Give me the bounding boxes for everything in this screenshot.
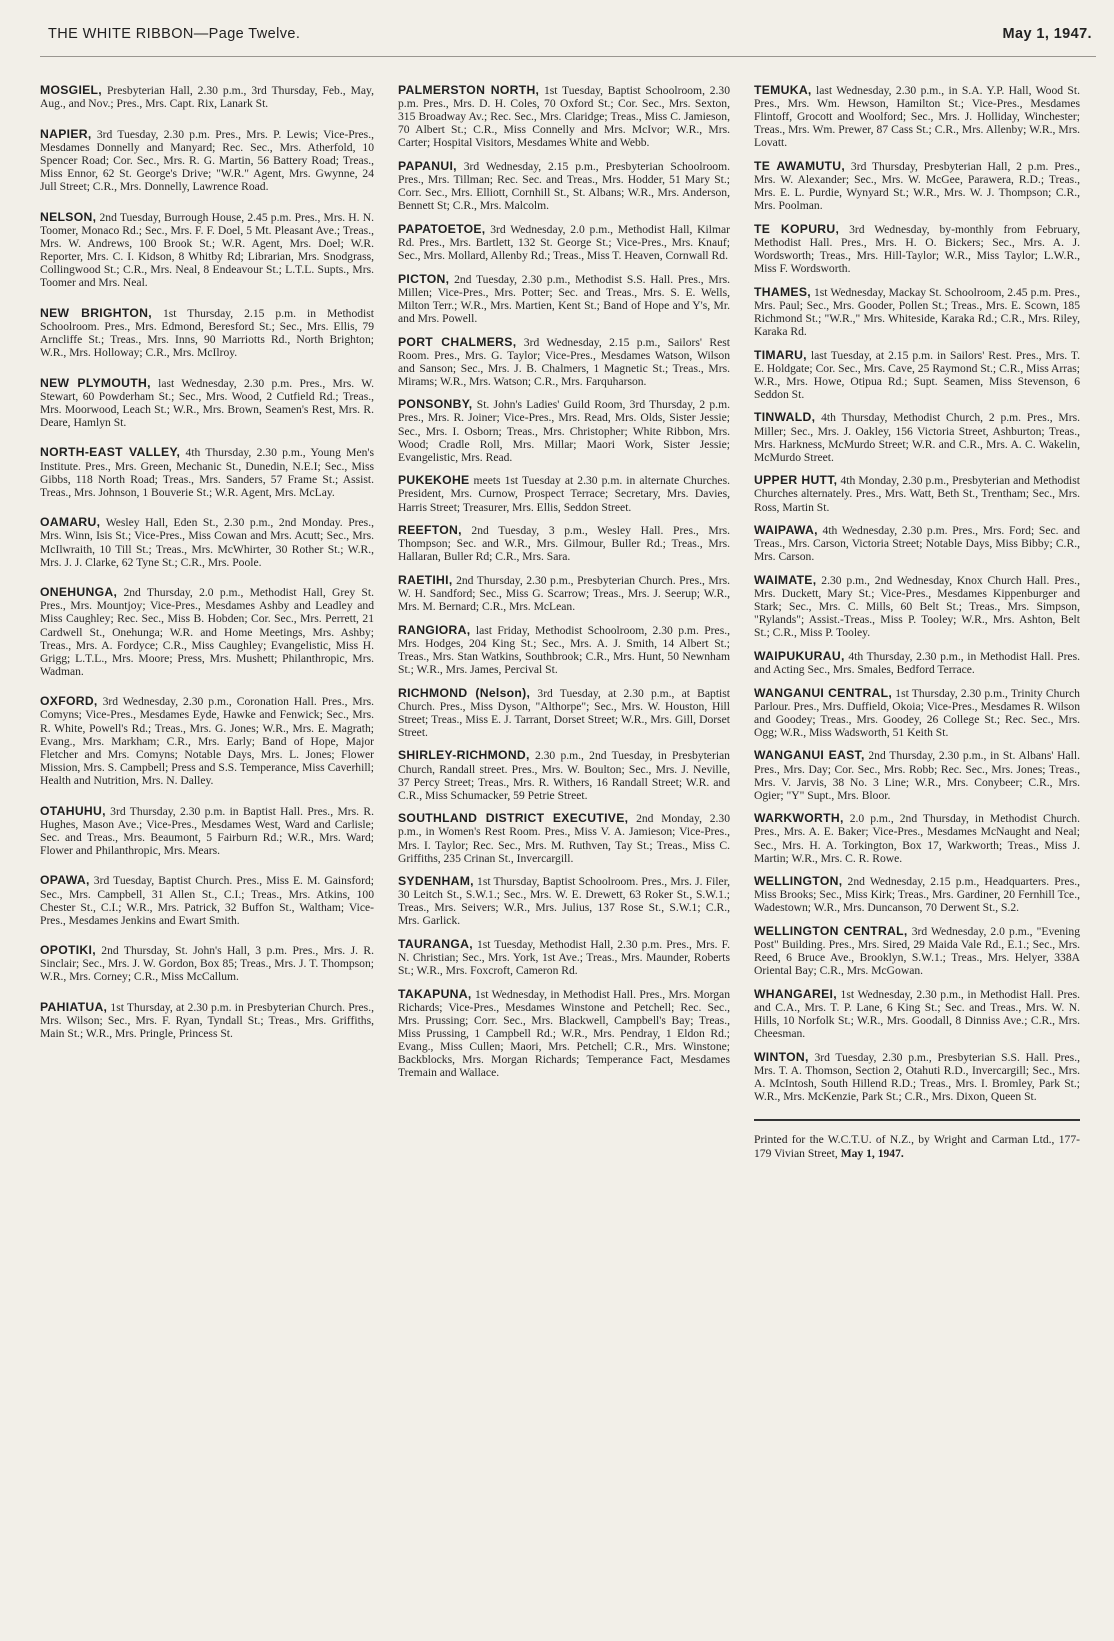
branch-details: 3rd Thursday, 2.30 p.m. in Baptist Hall. Pres., Mrs. R. Hughes, Mason Ave.; Vice-Pres., Mesdames West, Ward and Carlisle; Sec. and Treas., Mrs. Beaumont, 5 Fairburn Rd.; W.R., Mrs. Ward; Flower and Philanthropic, Mrs. Mears. bbox=[40, 804, 374, 857]
branch-entry bbox=[398, 336, 730, 388]
branch-entry bbox=[754, 749, 1080, 801]
branch-name: PICTON, bbox=[398, 271, 450, 286]
branch-name: PALMERSTON NORTH, bbox=[398, 83, 540, 97]
branch-details: last Friday, Methodist Schoolroom, 2.30 p.m. Pres., Mrs. Hodges, 204 King St.; Sec., Mrs. A. J. Smith, 14 Albert St.; Treas., Mrs. Stan Watkins, Southbrook; C.R., Mrs. Hunt, 50 Newnham St.; W.R., Mrs. James, Percival St. bbox=[398, 623, 730, 676]
branch-entry bbox=[40, 211, 374, 290]
imprint-date: May 1, 1947. bbox=[840, 1146, 904, 1160]
branch-name: PAPATOETOE, bbox=[398, 221, 486, 236]
branch-details: 3rd Tuesday, 2.30 p.m. Pres., Mrs. P. Lewis; Vice-Pres., Mesdames Donnelly and Manyard; Rec. Sec., Mrs. Atherfold, 10 Spencer Road; Cor. Sec., Mrs. R. G. Martin, 56 Battery Road; Treas., Miss Ennor, 62 St. George's Drive; "W.R." Agent, Mrs. Gwynne, 24 Jull Street; C.R., Mrs. Donnelly, Lawrence Road. bbox=[40, 127, 374, 194]
branch-name: TAKAPUNA, bbox=[398, 986, 472, 1001]
branch-name: TE AWAMUTU, bbox=[754, 158, 846, 173]
branch-name: NEW BRIGHTON, bbox=[40, 305, 152, 320]
branch-name: WAIPUKURAU, bbox=[754, 648, 845, 663]
branch-entry bbox=[754, 411, 1080, 463]
branch-name: OPOTIKI, bbox=[40, 943, 96, 958]
branch-entry bbox=[40, 446, 374, 498]
footer-rule bbox=[754, 1119, 1080, 1121]
branch-details: 3rd Wednesday, 2.0 p.m., "Evening Post" Building. Pres., Mrs. Sired, 29 Maida Vale Rd., E.1.; Sec., Mrs. Reed, 6 Bruce Ave., Brooklyn, S.W.1.; Treas., Mrs. Helyer, 338A Oriental Bay; C.R., Mrs. McGowan. bbox=[754, 924, 1081, 978]
branch-details: Wesley Hall, Eden St., 2.30 p.m., 2nd Monday. Pres., Mrs. Winn, Isis St.; Vice-Pres., Miss Cowan and Mrs. Acutt; Sec., Mrs. McIlwraith, 10 Till St.; Treas., Mrs. McWhirter, 30 Rother St.; W.R., Mrs. J. J. Clarke, 62 Tyne St.; C.R., Mrs. Poole. bbox=[40, 516, 374, 569]
branch-entry bbox=[40, 128, 374, 193]
branch-name: SHIRLEY-RICHMOND, bbox=[398, 748, 530, 763]
branch-details: 2nd Tuesday, 3 p.m., Wesley Hall. Pres., Mrs. Thompson; Sec. and W.R., Mrs. Gilmour, Buller Rd.; Treas., Mrs. Hallaran, Buller Rd; C.R., Mrs. Sara. bbox=[398, 524, 730, 564]
branch-entry bbox=[40, 516, 374, 568]
branch-details: 1st Thursday, 2.15 p.m. in Methodist Schoolroom. Pres., Mrs. Edmond, Beresford St.; Sec., Mrs. Ellis, 79 Arncliffe St.; Treas., Mrs. Inns, 90 Marriotts Rd., North Brighton; W.R., Mrs. Holloway; C.R., Mrs. McIlroy. bbox=[40, 306, 375, 359]
branch-name: WHANGAREI, bbox=[754, 986, 837, 1001]
branch-details: 2.30 p.m., 2nd Tuesday, in Presbyterian Church, Randall street. Pres., Mrs. W. Boulton; Sec., Mrs. J. Neville, 37 Percy Street; Treas., Mrs. R. Withers, 16 Randall Street; W.R. and C.R., Miss Schumacker, 59 Petrie Street. bbox=[398, 749, 730, 802]
branch-name: WINTON, bbox=[754, 1049, 809, 1064]
branch-entry bbox=[398, 624, 730, 676]
branch-entry bbox=[398, 223, 730, 262]
branch-details: 2nd Tuesday, 2.30 p.m., Methodist S.S. Hall. Pres., Mrs. Millen; Vice-Pres., Mrs. Potter; Sec. and Treas., Mrs. S. E. Wells, Milton Terr.; W.R., Mrs. Martien, Kent St.; Band of Hope and Y's, Mr. and Mrs. Powell. bbox=[398, 272, 730, 325]
branch-name: TAURANGA, bbox=[398, 937, 473, 952]
branch-entry bbox=[754, 988, 1080, 1040]
branch-entry bbox=[398, 812, 730, 864]
header-title: THE WHITE RIBBON—Page Twelve. bbox=[48, 26, 301, 42]
branch-name: WAIPAWA, bbox=[754, 523, 818, 538]
branch-name: TINWALD, bbox=[754, 410, 816, 425]
branch-details: 1st Tuesday, Methodist Hall, 2.30 p.m. Pres., Mrs. F. N. Christian; Sec., Mrs. York, 1st Ave.; Treas., Mrs. Maunder, Roberts St.; W.R., Mrs. Foxcroft, Cameron Rd. bbox=[398, 938, 731, 978]
branch-name: NORTH-EAST VALLEY, bbox=[40, 445, 181, 460]
branch-details: 1st Thursday, at 2.30 p.m. in Presbyterian Church. Pres., Mrs. Wilson; Sec., Mrs. F. Ryan, Tyndall St.; Treas., Mrs. Griffiths, Main St.; W.R., Mrs. Pringle, Princess St. bbox=[40, 1001, 374, 1041]
branch-name: OTAHUHU, bbox=[40, 803, 106, 818]
branch-details: 2nd Thursday, St. John's Hall, 3 p.m. Pres., Mrs. J. R. Sinclair; Sec., Mrs. J. W. Gordon, Box 85; Treas., Mrs. J. T. Thompson; W.R., Mrs. Corney; C.R., Miss McCallum. bbox=[40, 944, 374, 984]
branch-details: 4th Thursday, Methodist Church, 2 p.m. Pres., Mrs. Miller; Sec., Mrs. J. Oakley, 156 Victoria Street, Ashburton; Treas., Mrs. Harkness, McMurdo Street; W.R. and C.R., Mrs. A. C. Wakelin, McMurdo Street. bbox=[754, 411, 1080, 464]
branch-details: 3rd Tuesday, 2.30 p.m., Presbyterian S.S. Hall. Pres., Mrs. T. A. Thomson, Section 2, Otahuti R.D., Invercargill; Sec., Mrs. A. McIntosh, South Hillend R.D.; Treas., Mrs. I. Bromley, Park St.; W.R., Mrs. McKenzie, Park St.; C.R., Mrs. Dixon, Queen St. bbox=[754, 1050, 1080, 1103]
page-header bbox=[48, 26, 1092, 52]
branch-name: WANGANUI EAST, bbox=[754, 748, 865, 763]
branch-entry bbox=[754, 875, 1080, 914]
header-date: May 1, 1947. bbox=[1002, 26, 1092, 42]
branch-name: RAETIHI, bbox=[398, 572, 453, 587]
branch-name: TEMUKA, bbox=[754, 83, 812, 97]
branch-entry bbox=[754, 286, 1080, 338]
branch-name: OAMARU, bbox=[40, 515, 101, 530]
branch-entry bbox=[754, 349, 1080, 401]
branch-name: ONEHUNGA, bbox=[40, 585, 118, 600]
branch-entry bbox=[40, 377, 374, 429]
branch-name: MOSGIEL, bbox=[40, 83, 102, 97]
branch-details: 4th Thursday, 2.30 p.m., Young Men's Institute. Pres., Mrs. Green, Mechanic St., Dunedin, N.E.I; Sec., Miss Gibbs, 118 North Road; Treas., Mrs. Sanders, 57 Frame St.; Assist. Treas., Mrs. Johnson, 1 Bouverie St.; W.R. Agent, Mrs. McLay. bbox=[40, 446, 374, 499]
branch-details: 3rd Wednesday, 2.15 p.m., Presbyterian Schoolroom. Pres., Mrs. Tillman; Rec. Sec. and Treas., Mrs. Hodder, 51 Mary St.; Corr. Sec., Mrs. Elliott, Cornhill St., St. Albans; W.R., Mrs. Anderson, Bennett St; C.R., Mrs. Malcolm. bbox=[398, 159, 730, 213]
branch-details: last Wednesday, 2.30 p.m., in S.A. Y.P. Hall, Wood St. Pres., Mrs. Wm. Hewson, Hamilton St.; Vice-Pres., Mesdames Flintoff, Grocott and Woolford; Sec., Mrs. J. Holliday, Winchester; Treas., Mrs. Wm. Prewer, 87 Cass St.; C.R., Mrs. Allenby; W.R., Mrs. Lovatt. bbox=[754, 84, 1080, 150]
branch-details: 3rd Tuesday, at 2.30 p.m., at Baptist Church. Pres., Miss Dyson, "Althorpe"; Sec., Mrs. W. Houston, Hill Street; Treas., Miss E. J. Tarrant, Dorset Street; W.R., Mrs. Gill, Dorset Street. bbox=[398, 686, 730, 739]
branch-entry bbox=[754, 925, 1080, 977]
branch-name: SOUTHLAND DISTRICT EXECUTIVE, bbox=[398, 811, 629, 826]
branch-details: 3rd Wednesday, 2.30 p.m., Coronation Hall. Pres., Mrs. Comyns; Vice-Pres., Mesdames Eyde, Hawke and Fenwick; Sec., Mrs. R. White, Powell's Rd.; Treas., Mrs. G. Jones; W.R., Mrs. E. Magrath; Evang., Mrs. Markham; C.R., Mrs. Early; Band of Hope, Major Fletcher and Mrs. Comyns; Notable Days, Mrs. L. Jones; Flower Mission, Mrs. S. Campbell; Press and S.S. Temperance, Miss Caverhill; Health and Nutrition, Mrs. N. Dalley. bbox=[40, 695, 375, 787]
branch-name: WELLINGTON, bbox=[754, 874, 843, 889]
branch-name: UPPER HUTT, bbox=[754, 473, 838, 488]
branch-name: SYDENHAM, bbox=[398, 874, 474, 889]
branch-name: OPAWA, bbox=[40, 873, 90, 888]
branch-details: St. John's Ladies' Guild Room, 3rd Thursday, 2 p.m. Pres., Mrs. R. Joiner; Vice-Pres., Mrs. Read, Mrs. Olds, Sister Jessie; Sec., Mrs. I. Osborn; Treas., Mrs. Christopher; White Ribbon, Mrs. Wood; Cradle Roll, Mrs. Millar; Maori Work, Sister Jessie; Evangelistic, Mrs. Read. bbox=[398, 398, 730, 464]
branch-name: WARKWORTH, bbox=[754, 811, 844, 826]
branch-details: 1st Tuesday, Baptist Schoolroom, 2.30 p.m. Pres., Mrs. D. H. Coles, 70 Oxford St.; Cor. Sec., Mrs. Sexton, 315 Broadway Av.; Rec. Sec., Mrs. Claridge; Treas., Miss C. Jamieson, 70 Albert St.; C.R., Miss Connelly and Mrs. McIvor; W.R., Mrs. Carter; Hospital Visitors, Mesdames White and Webb. bbox=[398, 84, 730, 150]
branch-entry bbox=[398, 398, 730, 463]
branch-name: OXFORD, bbox=[40, 694, 98, 709]
branch-details: 1st Wednesday, in Methodist Hall. Pres., Mrs. Morgan Richards; Vice-Pres., Mesdames Winstone and Petchell; Rec. Sec., Mrs. Prussing; Corr. Sec., Mrs. Blackwell, Campbell's Bay; Treas., Miss Prussing, 1 Campbell Rd.; W.R., Mrs. Pendray, 1 Eldon Rd.; Evang., Miss Cullen; Maori, Mrs. Petchell; C.R., Mrs. Winstone; Backblocks, Mrs. Morgan Richards; Temperance Fact, Mesdames Tremain and Wallace. bbox=[398, 987, 730, 1080]
branch-entry bbox=[40, 805, 374, 857]
branch-name: REEFTON, bbox=[398, 523, 462, 538]
branch-details: 2nd Thursday, 2.0 p.m., Methodist Hall, Grey St. Pres., Mrs. Mountjoy; Vice-Pres., Mesdames Ashby and Leadley and Miss Caughley; Rec. Sec., Miss B. Hobden; Cor. Sec., Mrs. Perrett, 21 Cardwell St., Onehunga; W.R. and Home Meetings, Mrs. Ashby; Treas., Mrs. A. Fordyce; C.R., Miss Caughley; Evangelistic, Miss H. Grigg; L.T.L., Mrs. Moore; Press, Mrs. Mushett; Philanthropic, Mrs. Wadman. bbox=[40, 586, 374, 678]
branch-details: 3rd Wednesday, 2.15 p.m., Sailors' Rest Room. Pres., Mrs. G. Taylor; Vice-Pres., Mesdames Watson, Wilson and Sanson; Sec., Mrs. J. B. Chalmers, 1 Magnetic St.; Treas., Mrs. Mirams; W.R., Mrs. Watson; C.R., Mrs. Farquharson. bbox=[398, 335, 731, 388]
branch-name: RICHMOND (Nelson), bbox=[398, 685, 531, 700]
branch-entry bbox=[754, 1051, 1080, 1103]
branch-details: 2nd Thursday, 2.30 p.m., in St. Albans' Hall. Pres., Mrs. Day; Cor. Sec., Mrs. Robb; Rec. Sec., Mrs. Jones; Treas., Mrs. V. Jarvis, 38 No. 3 Line; W.R., Mrs. Conybeer; C.R., Mrs. Ogier; "Y" Supt., Mrs. Bloor. bbox=[754, 749, 1080, 802]
branch-entry bbox=[754, 812, 1080, 864]
branch-entry bbox=[40, 586, 374, 678]
header-rule bbox=[40, 56, 1096, 57]
branch-entry bbox=[754, 474, 1080, 513]
branch-name: WELLINGTON CENTRAL, bbox=[754, 923, 908, 938]
branch-entry bbox=[398, 687, 730, 739]
branch-details: 2.0 p.m., 2nd Thursday, in Methodist Church. Pres., Mrs. A. E. Baker; Vice-Pres., Mesdames McNaught and Neal; Sec., Mrs. H. A. Torkington, Box 17, Warkworth; Treas., Miss J. Martin; W.R., Mrs. C. R. Rowe. bbox=[754, 812, 1080, 865]
branch-details: 2nd Wednesday, 2.15 p.m., Headquarters. Pres., Miss Brooks; Sec., Miss Kirk; Treas., Mrs. Gardiner, 20 Fernhill Tce., Wadestown; W.R., Mrs. Duncanson, 70 Derwent St., S.2. bbox=[754, 875, 1081, 915]
branch-entry bbox=[398, 749, 730, 801]
printer-imprint bbox=[754, 1133, 1080, 1160]
branch-name: TIMARU, bbox=[754, 347, 807, 362]
branch-details: 4th Wednesday, 2.30 p.m. Pres., Mrs. Ford; Sec. and Treas., Mrs. Carson, Victoria Street; Notable Days, Miss Bibby; C.R., Mrs. Carson. bbox=[754, 524, 1080, 564]
branch-entry bbox=[754, 650, 1080, 676]
branch-details: last Tuesday, at 2.15 p.m. in Sailors' Rest. Pres., Mrs. T. E. Holdgate; Cor. Sec., Mrs. Cave, 25 Raymond St.; C.R., Miss Arras; W.R., Mrs. Howe, Otipua Rd.; Supt. Seamen, Miss Stevenson, 6 Seddon St. bbox=[754, 348, 1081, 401]
branch-entry bbox=[398, 938, 730, 977]
branch-details: 4th Thursday, 2.30 p.m., in Methodist Hall. Pres. and Acting Sec., Mrs. Smales, Bedford Terrace. bbox=[754, 649, 1080, 676]
branch-details: 1st Thursday, 2.30 p.m., Trinity Church Parlour. Pres., Mrs. Duffield, Okoia; Vice-Pres., Mesdames R. Wilson and Goodey; Treas., Mrs. Goodey, 26 College St.; Rec. Sec., Mrs. Ogg; W.R., Miss Wadsworth, 51 Keith St. bbox=[754, 686, 1080, 739]
branch-entry bbox=[398, 273, 730, 325]
branch-entry bbox=[754, 574, 1080, 639]
branch-name: NAPIER, bbox=[40, 126, 92, 141]
branch-entry bbox=[398, 84, 730, 149]
branch-details: meets 1st Tuesday at 2.30 p.m. in alternate Churches. President, Mrs. Curnow, Prospect Terrace; Secretary, Mrs. Davies, Harris Street; Treasurer, Mrs. Ellis, Seddon Street. bbox=[398, 474, 730, 514]
branch-name: RANGIORA, bbox=[398, 622, 471, 637]
branch-entry bbox=[754, 223, 1080, 275]
branch-details: 1st Wednesday, Mackay St. Schoolroom, 2.45 p.m. Pres., Mrs. Paul; Sec., Mrs. Gooder, Pollen St.; Treas., Mrs. E. Scown, 185 Richmond St.; "W.R.," Mrs. Whiteside, Karaka Rd.; C.R., Mrs. Riley, Karaka Rd. bbox=[754, 285, 1080, 338]
column-3-entries bbox=[754, 84, 1080, 1103]
imprint-text: Printed for the W.C.T.U. of N.Z., by Wright and Carman Ltd., 177-179 Vivian Street, bbox=[754, 1133, 1080, 1160]
branch-name: PAPANUI, bbox=[398, 158, 457, 173]
branch-entry bbox=[398, 160, 730, 212]
branch-entry bbox=[40, 874, 374, 926]
column-2 bbox=[398, 84, 730, 1090]
branch-details: 1st Wednesday, 2.30 p.m., in Methodist Hall. Pres. and C.A., Mrs. T. P. Lane, 6 King St.; Sec. and Treas., Mrs. W. N. Hills, 10 Norfolk St.; W.R., Mrs. Goodall, 8 Dinniss Ave.; C.R., Mrs. Cheesman. bbox=[754, 987, 1081, 1041]
branch-entry bbox=[40, 944, 374, 983]
branch-entry bbox=[40, 307, 374, 359]
branch-details: 3rd Tuesday, Baptist Church. Pres., Miss E. M. Gainsford; Sec., Mrs. Campbell, 31 Allen St., C.I.; Treas., Mrs. Atkins, 100 Chester St., C.I.; W.R., Mrs. Patrick, 32 Buffon St., Waltham; Vice-Pres., Mesdames Jenkins and Ewart Smith. bbox=[40, 874, 374, 927]
branch-name: NEW PLYMOUTH, bbox=[40, 375, 151, 390]
branch-name: NELSON, bbox=[40, 209, 97, 224]
branch-entry bbox=[754, 524, 1080, 563]
branch-details: 3rd Wednesday, 2.0 p.m., Methodist Hall, Kilmar Rd. Pres., Mrs. Bartlett, 132 St. George St.; Vice-Pres., Mrs. Knauf; Sec., Mrs. Mollard, Allenby Rd.; Treas., Miss T. Heaven, Cornwall Rd. bbox=[398, 222, 730, 263]
branch-entry bbox=[40, 1001, 374, 1040]
branch-entry bbox=[754, 160, 1080, 212]
branch-entry bbox=[398, 988, 730, 1080]
branch-entry bbox=[40, 84, 374, 110]
branch-name: TE KOPURU, bbox=[754, 221, 840, 236]
branch-details: 2nd Thursday, 2.30 p.m., Presbyterian Church. Pres., Mrs. W. H. Sandford; Sec., Miss G. Scarrow; Treas., Mrs. J. Seerup; W.R., Mrs. M. Bernard; C.R., Mrs. McLean. bbox=[398, 573, 730, 614]
branch-entry bbox=[754, 687, 1080, 739]
branch-name: THAMES, bbox=[754, 284, 811, 299]
branch-name: PORT CHALMERS, bbox=[398, 334, 517, 349]
branch-details: 2nd Tuesday, Burrough House, 2.45 p.m. Pres., Mrs. H. N. Toomer, Monaco Rd.; Sec., Mrs. F. F. Doel, 5 Mt. Pleasant Ave.; Treas., Mrs. W. Andrews, 100 Brook St.; W.R. Agent, Mrs. Doel; W.R. Reporter, Mrs. C. I. Kidson, 8 Whitby Rd; Librarian, Mrs. Snodgrass, Collingwood St.; C.R., Mrs. Neal, 8 Endeavour St.; L.T.L. Supts., Mrs. Toomer and Mrs. Neal. bbox=[40, 210, 374, 290]
branch-details: 1st Thursday, Baptist Schoolroom. Pres., Mrs. J. Filer, 30 Leitch St., S.W.1.; Sec., Mrs. W. E. Drewett, 63 Roker St., S.W.1.; Treas., Mrs. Seivers; W.R., Mrs. Julius, 137 Rose St., S.W.1; C.R., Mrs. Garlick. bbox=[398, 875, 730, 928]
branch-details: 3rd Wednesday, by-monthly from February, Methodist Hall. Pres., Mrs. H. O. Bickers; Sec., Mrs. A. J. Wordsworth; Treas., Mrs. Hill-Taylor; W.R., Miss Taylor; L.W.R., Miss F. Wordsworth. bbox=[754, 222, 1080, 276]
branch-name: WANGANUI CENTRAL, bbox=[754, 685, 893, 700]
branch-name: PUKEKOHE bbox=[398, 473, 470, 488]
branch-entry bbox=[40, 695, 374, 787]
branch-name: PONSONBY, bbox=[398, 397, 473, 412]
branch-entry bbox=[398, 875, 730, 927]
column-3 bbox=[754, 84, 1080, 1160]
branch-details: last Wednesday, 2.30 p.m. Pres., Mrs. W. Stewart, 60 Powderham St.; Sec., Mrs. Wood, 2 Cutfield Rd.; Treas., Mrs. Moorwood, Leach St.; W.R., Mrs. Brown, Seamen's Rest, Mrs. R. Deare, Hamlyn St. bbox=[40, 376, 375, 429]
branch-name: WAIMATE, bbox=[754, 572, 817, 587]
branch-details: 2.30 p.m., 2nd Wednesday, Knox Church Hall. Pres., Mrs. Duckett, Mary St.; Vice-Pres., Mesdames Kippenburger and Stark; Sec., Mrs. C. Mills, 60 Belt St.; Treas., Mrs. Simpson, "Rylands"; Assist.-Treas., Miss P. Tooley; W.R., Mrs. Ashton, Belt St.; C.R., Miss P. Tooley. bbox=[754, 573, 1080, 640]
branch-entry bbox=[398, 474, 730, 513]
column-1 bbox=[40, 84, 374, 1058]
branch-entry bbox=[398, 524, 730, 563]
branch-name: PAHIATUA, bbox=[40, 1000, 108, 1015]
branch-entry bbox=[754, 84, 1080, 149]
branch-entry bbox=[398, 574, 730, 613]
branch-details: 2nd Monday, 2.30 p.m., in Women's Rest Room. Pres., Miss V. A. Jamieson; Vice-Pres., Mrs. I. Taylor; Rec. Sec., Mrs. M. Ruthven, Tay St.; Treas., Miss C. Griffiths, 235 Crinan St., Invercargill. bbox=[398, 812, 731, 865]
branch-details: Presbyterian Hall, 2.30 p.m., 3rd Thursday, Feb., May, Aug., and Nov.; Pres., Mrs. Capt. Rix, Lanark St. bbox=[40, 84, 374, 111]
branch-details: 3rd Thursday, Presbyterian Hall, 2 p.m. Pres., Mrs. W. Alexander; Sec., Mrs. W. McGee, Parawera, R.D.; Treas., Mrs. E. L. Purdie, Wynyard St.; W.R., Mrs. W. J. Thompson; C.R., Mrs. Poolman. bbox=[754, 159, 1080, 213]
branch-details: 4th Monday, 2.30 p.m., Presbyterian and Methodist Churches alternately. Pres., Mrs. Watt, Beth St., Trentham; Sec., Mrs. Ross, Martin St. bbox=[754, 474, 1080, 514]
